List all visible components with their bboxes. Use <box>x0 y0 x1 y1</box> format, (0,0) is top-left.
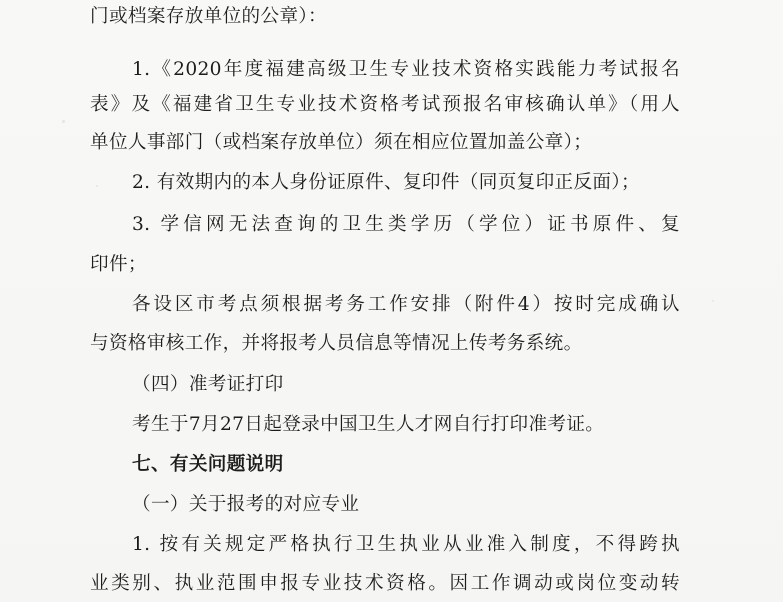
section-heading-admission-ticket: （四）准考证打印 <box>132 374 284 395</box>
text-line-6: 3. 学信网无法查询的卫生类学历（学位）证书原件、复 <box>132 214 680 235</box>
scan-speck <box>96 185 98 187</box>
text-line-9: 与资格审核工作，并将报考人员信息等情况上传考务系统。 <box>90 333 583 354</box>
text-line-14: 1. 按有关规定严格执行卫生执业从业准入制度，不得跨执 <box>132 534 680 555</box>
section-heading-related-issues: 七、有关问题说明 <box>132 454 284 475</box>
subsection-heading-corresponding-major: （一）关于报考的对应专业 <box>132 494 360 515</box>
text-line-15: 业类别、执业范围申报专业技术资格。因工作调动或岗位变动转 <box>90 573 680 594</box>
text-line-7: 印件； <box>90 254 147 275</box>
text-line-11: 考生于7月27日起登录中国卫生人才网自行打印准考证。 <box>132 414 605 435</box>
text-line-2: 1.《2020年度福建高级卫生专业技术资格实践能力考试报名 <box>132 59 680 80</box>
scan-speck <box>712 300 714 302</box>
text-line-1: 门或档案存放单位的公章）： <box>90 6 327 27</box>
text-line-3: 表》及《福建省卫生专业技术资格考试预报名审核确认单》（用人 <box>90 94 680 115</box>
text-line-8: 各设区市考点须根据考务工作安排（附件4）按时完成确认 <box>132 294 680 315</box>
scan-speck <box>62 120 65 123</box>
text-line-5: 2. 有效期内的本人身份证原件、复印件（同页复印正反面）； <box>132 172 640 193</box>
text-line-4: 单位人事部门（或档案存放单位）须在相应位置加盖公章）； <box>90 132 593 153</box>
